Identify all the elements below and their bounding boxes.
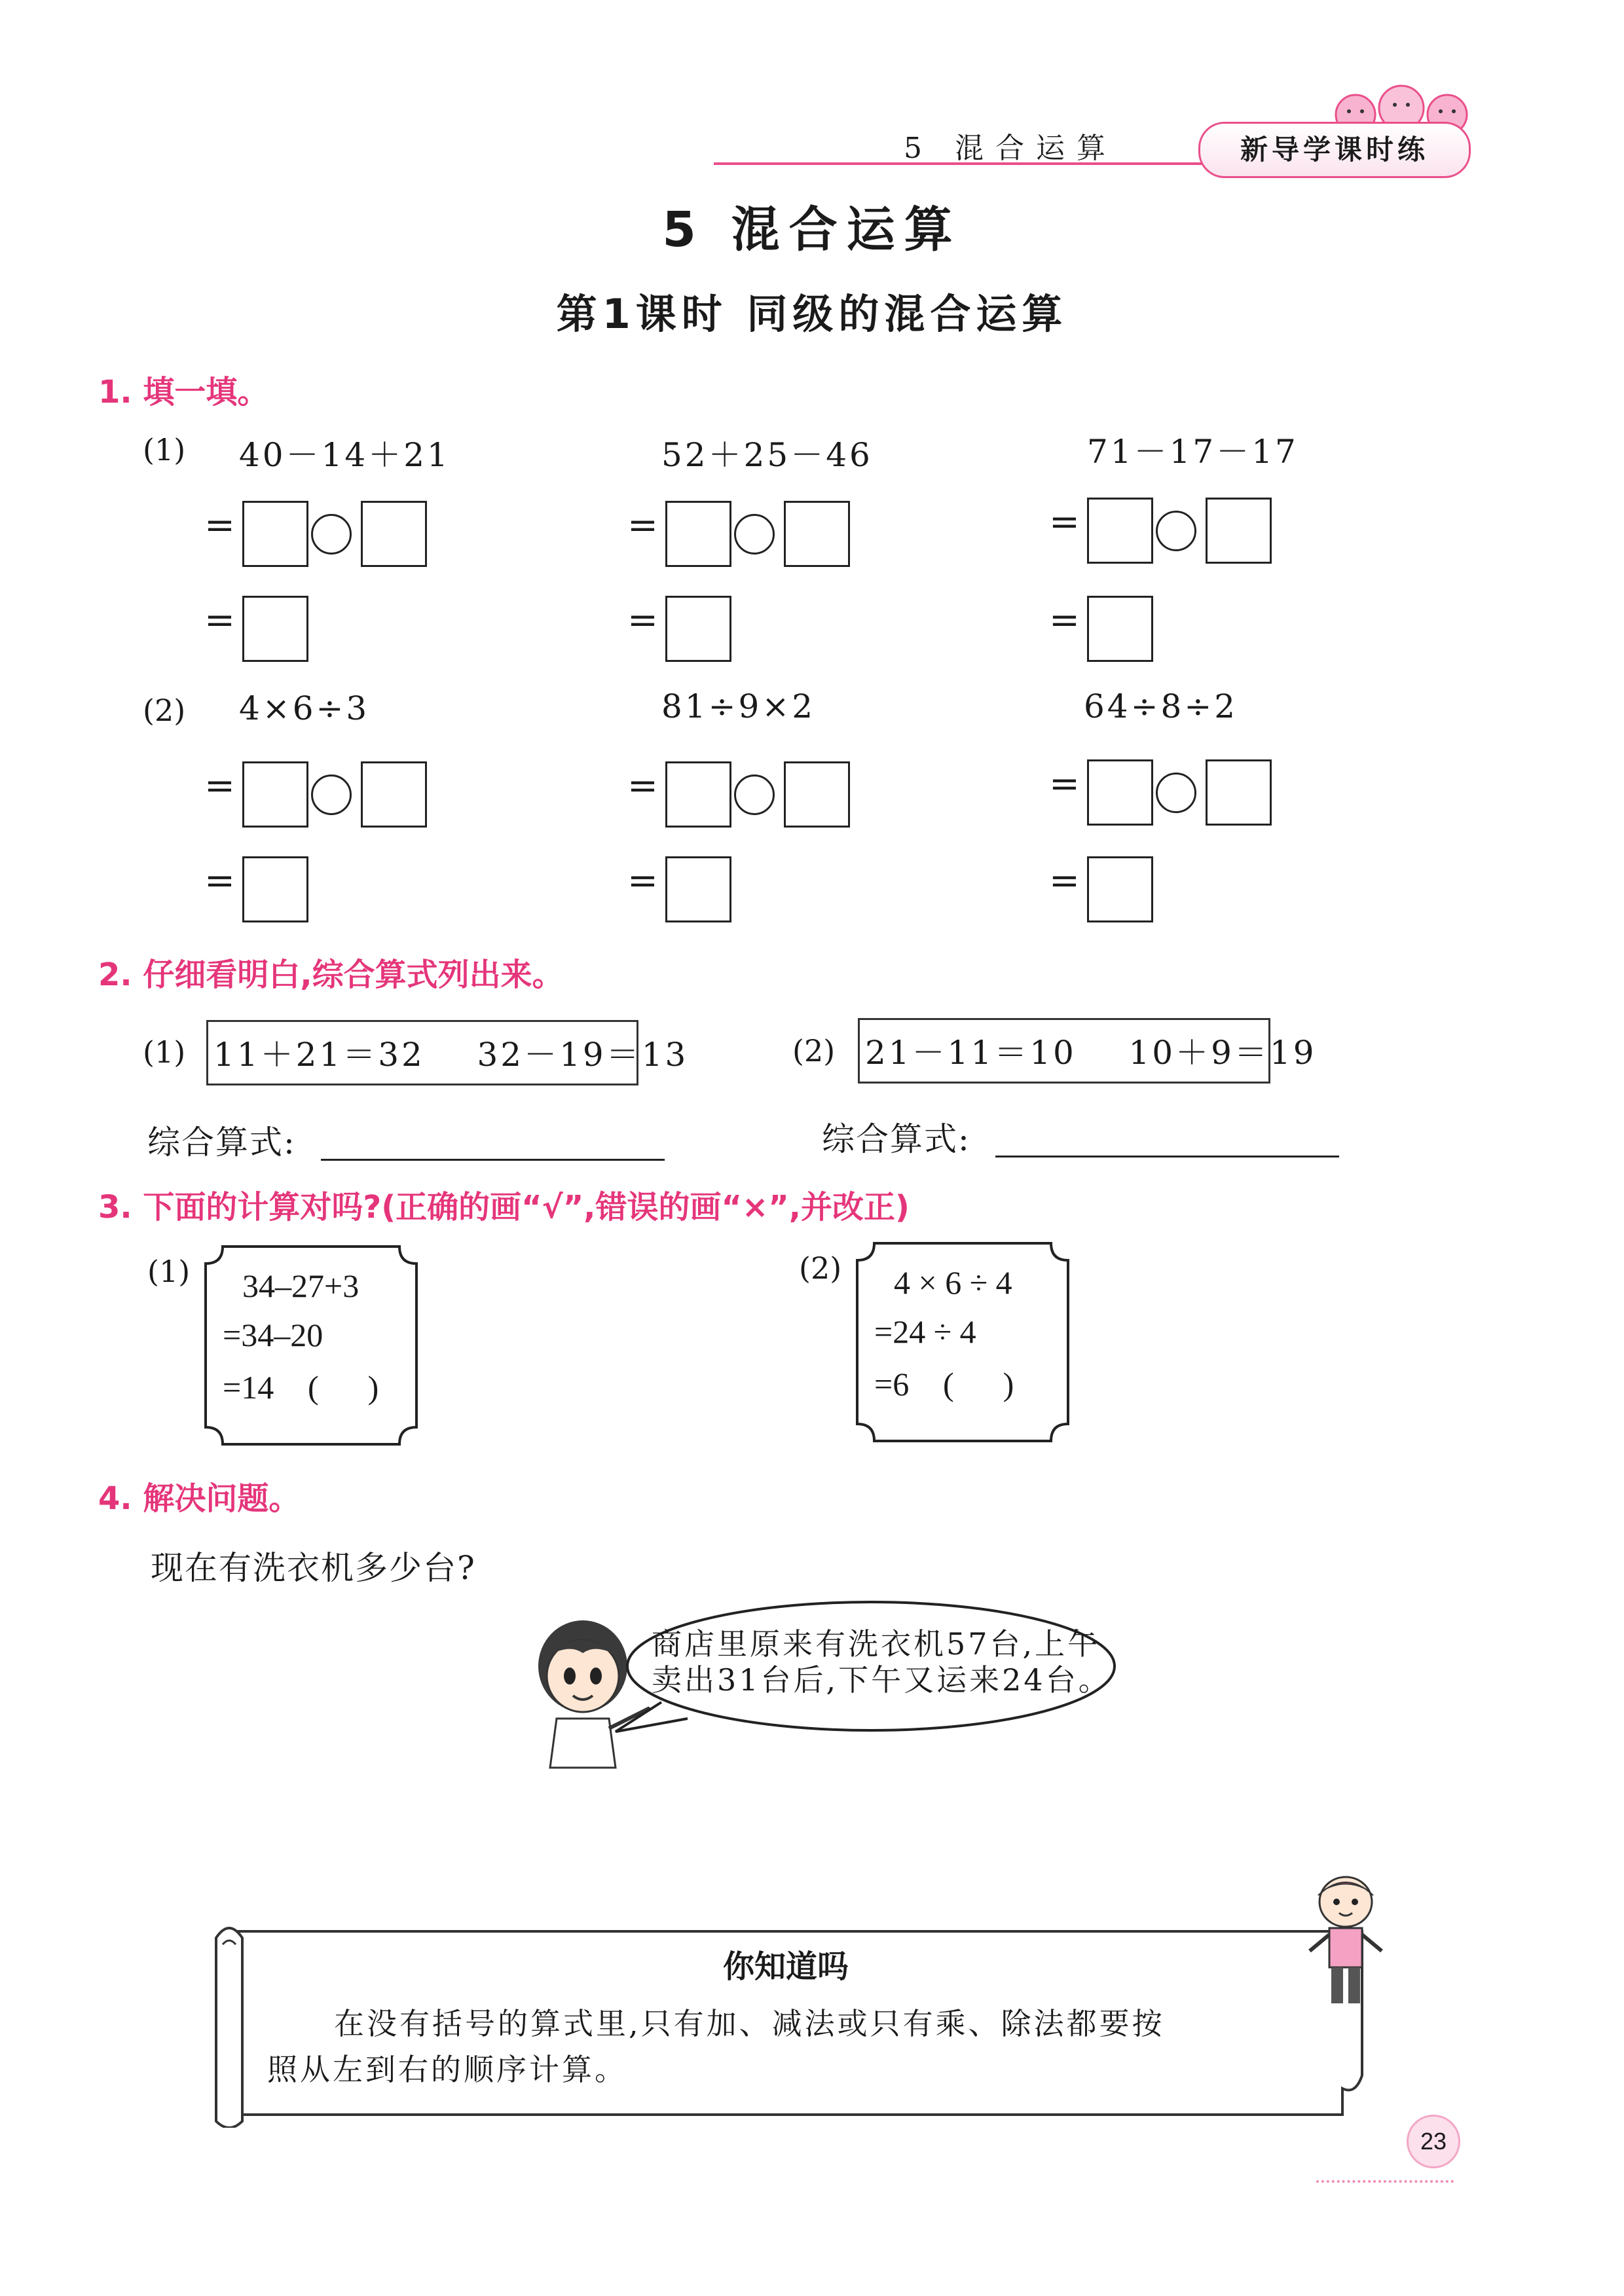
q3-line-1c: =14 [223, 1369, 274, 1406]
q1-eq: = [204, 599, 235, 642]
answer-box[interactable] [1087, 759, 1153, 826]
answer-box[interactable] [784, 501, 850, 567]
q1-row2-marker: (2) [143, 693, 186, 728]
answer-box[interactable] [665, 761, 731, 828]
q2-label: 2. 仔细看明白,综合算式列出来。 [98, 957, 564, 993]
speech-line-1: 商店里原来有洗衣机57台,上午 [652, 1626, 1101, 1662]
q1-eq: = [204, 504, 235, 547]
answer-box[interactable] [1206, 498, 1272, 564]
tip-title: 你知道吗 [722, 1948, 849, 1985]
q1-expr-6: 64÷8÷2 [1084, 687, 1238, 725]
answer-box[interactable] [784, 761, 850, 828]
lesson-title: 第1课时 同级的混合运算 [556, 290, 1068, 338]
page-number: 23 [1407, 2115, 1460, 2168]
answer-box[interactable] [665, 856, 731, 922]
q3-line-2a: 4 × 6 ÷ 4 [894, 1264, 1012, 1301]
q3-marker-1: (1) [147, 1254, 191, 1289]
q3-line-1b: =34–20 [223, 1317, 323, 1353]
speech-line-2: 卖出31台后,下午又运来24台。 [652, 1662, 1111, 1698]
q1-eq: = [1049, 860, 1080, 902]
answer-box[interactable] [665, 596, 731, 662]
operator-circle[interactable] [734, 774, 775, 815]
q1-expr-3: 71－17－17 [1087, 433, 1299, 471]
q2-answer-label-1: 综合算式: [147, 1123, 296, 1161]
answer-box[interactable] [1087, 596, 1153, 662]
answer-box[interactable] [1087, 498, 1153, 564]
tip-line-1: 在没有括号的算式里,只有加、减法或只有乘、除法都要按 [334, 2006, 1165, 2041]
q3-line-2c: =6 [874, 1366, 910, 1402]
q4-label: 4. 解决问题。 [98, 1480, 301, 1517]
q2-answer-line-1[interactable] [321, 1120, 665, 1161]
q1-eq: = [627, 599, 658, 642]
answer-box[interactable] [1206, 759, 1272, 826]
q3-check-bracket-1[interactable]: ( ) [308, 1369, 379, 1406]
q1-expr-1: 40－14＋21 [239, 436, 451, 474]
answer-box[interactable] [242, 856, 308, 922]
q2-marker-1: (1) [143, 1034, 186, 1070]
q1-row1-marker: (1) [143, 432, 186, 467]
page-number-rule [1316, 2180, 1454, 2183]
q1-eq: = [627, 504, 658, 547]
q1-expr-4: 4×6÷3 [239, 689, 370, 727]
q1-expr-5: 81÷9×2 [661, 687, 816, 725]
q1-eq: = [1049, 763, 1080, 805]
q4-question: 现在有洗衣机多少台? [151, 1549, 476, 1587]
answer-box[interactable] [361, 761, 427, 828]
page-title: 5 混合运算 [662, 202, 962, 258]
q3-line-2b: =24 ÷ 4 [874, 1313, 976, 1350]
q1-eq: = [627, 765, 658, 807]
answer-box[interactable] [1087, 856, 1153, 922]
q3-marker-2: (2) [799, 1250, 842, 1286]
answer-box[interactable] [242, 596, 308, 662]
q2-answer-line-2[interactable] [995, 1116, 1339, 1157]
answer-box[interactable] [361, 501, 427, 567]
answer-box[interactable] [242, 501, 308, 567]
q2-steps-box-1: 11＋21＝32 32－19＝13 [206, 1020, 638, 1085]
q3-line-1a: 34–27+3 [242, 1267, 360, 1304]
tip-line-2: 照从左到右的顺序计算。 [267, 2052, 627, 2087]
q1-eq: = [1049, 599, 1080, 642]
header-brand: 新导学课时练 [1198, 122, 1471, 178]
q3-label: 3. 下面的计算对吗?(正确的画“√”,错误的画“×”,并改正) [98, 1189, 910, 1226]
operator-circle[interactable] [311, 774, 352, 815]
q1-label: 1. 填一填。 [98, 374, 269, 410]
answer-box[interactable] [665, 501, 731, 567]
operator-circle[interactable] [1156, 511, 1196, 551]
answer-box[interactable] [242, 761, 308, 828]
q1-eq: = [627, 860, 658, 902]
operator-circle[interactable] [311, 514, 352, 555]
operator-circle[interactable] [1156, 773, 1196, 813]
q1-eq: = [204, 860, 235, 902]
q2-answer-label-2: 综合算式: [822, 1120, 970, 1158]
q3-check-bracket-2[interactable]: ( ) [943, 1366, 1014, 1402]
q1-eq: = [204, 765, 235, 807]
q1-expr-2: 52＋25－46 [661, 436, 873, 474]
q2-steps-box-2: 21－11＝10 10＋9＝19 [858, 1018, 1270, 1084]
operator-circle[interactable] [734, 514, 775, 555]
header-chapter: 5 混合运算 [904, 132, 1117, 165]
q1-eq: = [1049, 501, 1080, 543]
q2-marker-2: (2) [792, 1033, 836, 1068]
